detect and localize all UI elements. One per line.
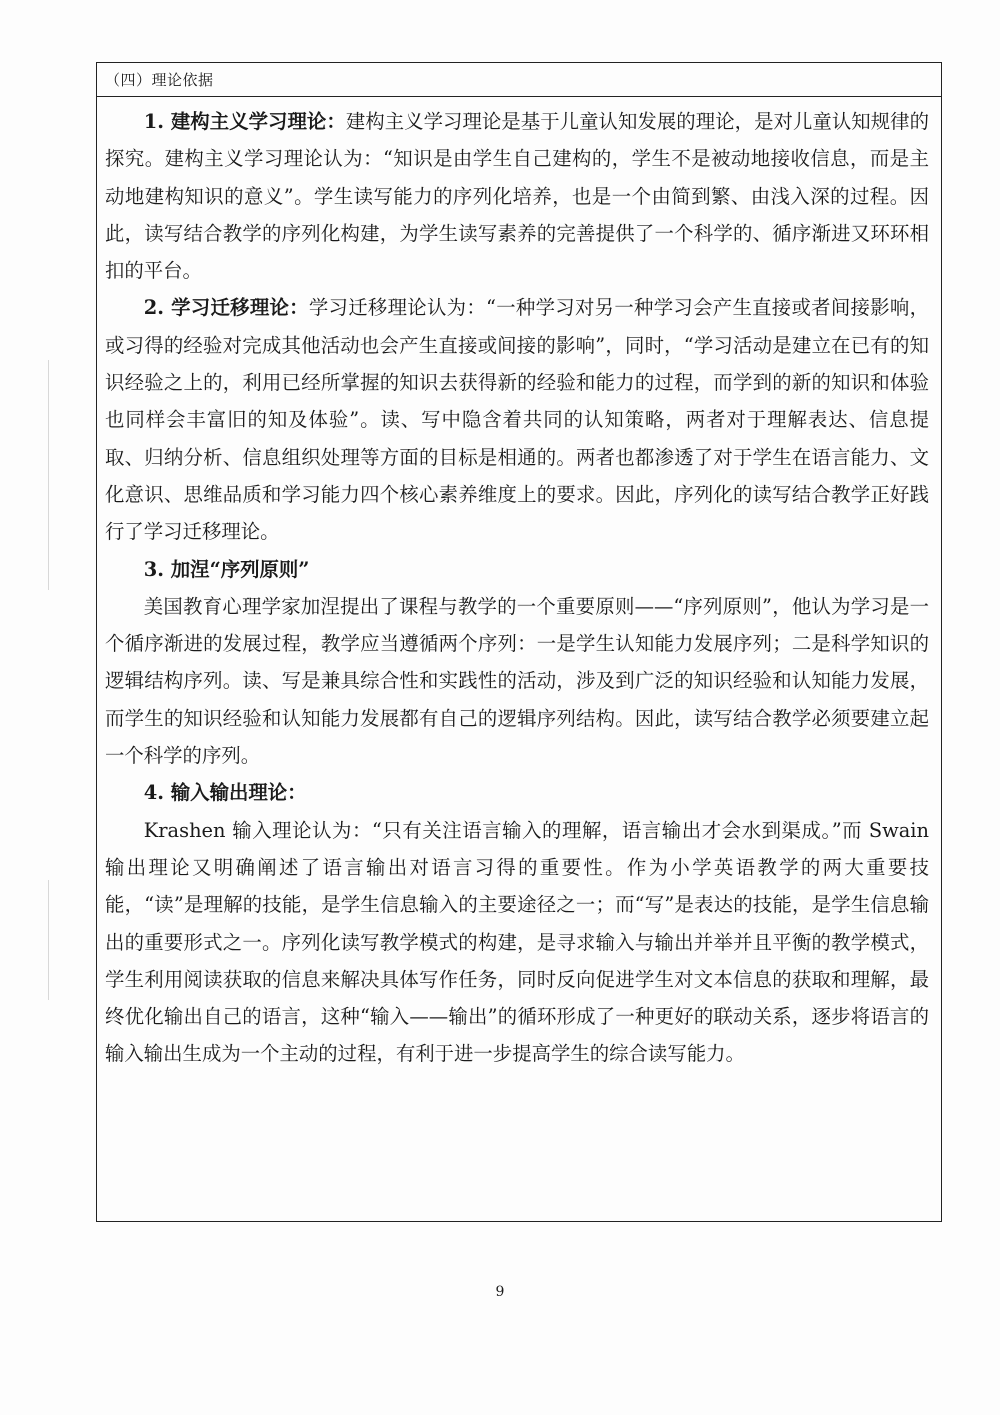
scan-edge-line [48, 360, 49, 590]
paragraph-heading: 3. 加涅“序列原则” [143, 557, 310, 581]
paragraph-sequence-principle: 美国教育心理学家加涅提出了课程与教学的一个重要原则——“序列原则”，他认为学习是一个循序渐进的发展过程，教学应当遵循两个序列：一是学生认知能力发展序列；二是科学知识的逻辑结构序列。读、写是兼具综合性和实践性的活动，涉及到广泛的知识经验和认知能力发展，而学生的知识经验和认知能力发展都有自己的逻辑序列结构。因此，读写结合教学必须要建立起一个科学的序列。 [105, 594, 929, 768]
section-table [96, 62, 942, 1222]
page-number: 9 [495, 1284, 505, 1300]
section-header: （四）理论依据 [97, 63, 941, 97]
paragraph-heading: 1. 建构主义学习理论： [143, 110, 346, 133]
paragraph-input-output: Krashen 输入理论认为：“只有关注语言输入的理解，语言输出才会水到渠成。”而 Swain 输出理论又明确阐述了语言输出对语言习得的重要性。作为小学英语教学的两大重要技能，“读”是理解的技能，是学生信息输入的主要途径之一；而“写”是表达的技能，是学生信息输出的重要形式之一。序列化读写教学模式的构建，是寻求输入与输出并举并且平衡的教学模式，学生利用阅读获取的信息来解决具体写作任务，同时反向促进学生对文本信息的获取和理解，最终优化输出自己的语言，这种“输入——输出”的循环形成了一种更好的联动关系，逐步将语言的输入输出生成为一个主动的过程，有利于进一步提高学生的综合读写能力。 [105, 818, 929, 1066]
paragraph-heading: 2. 学习迁移理论： [143, 296, 309, 320]
paragraph-heading: 4. 输入输出理论： [143, 781, 307, 805]
scan-edge-line [48, 880, 49, 1000]
paragraph-text: 学习迁移理论认为：“一种学习对另一种学习会产生直接或者间接影响，或习得的经验对完成其他活动也会产生直接或间接的影响”，同时，“学习活动是建立在已有的知识经验之上的，利用已经所掌握的知识去获得新的经验和能力的过程，而学到的新的知识和体验也同样会丰富旧的知及体验”。读、写中隐含着共同的认知策略，两者对于理解表达、信息提取、归纳分析、信息组织处理等方面的目标是相通的。两者也都渗透了对于学生在语言能力、文化意识、思维品质和学习能力四个核心素养维度上的要求。因此，序列化的读写结合教学正好践行了学习迁移理论。 [105, 296, 929, 544]
section-content [97, 97, 941, 1073]
paragraph-learning-transfer [105, 289, 929, 550]
paragraph-constructivism [105, 103, 929, 289]
paragraph-text: 建构主义学习理论是基于儿童认知发展的理论，是对儿童认知规律的探究。建构主义学习理论认为：“知识是由学生自己建构的，学生不是被动地接收信息，而是主动地建构知识的意义”。学生读写能力的序列化培养，也是一个由简到繁、由浅入深的过程。因此，读写结合教学的序列化构建，为学生读写素养的完善提供了一个科学的、循序渐进又环环相扣的平台。 [105, 110, 929, 283]
